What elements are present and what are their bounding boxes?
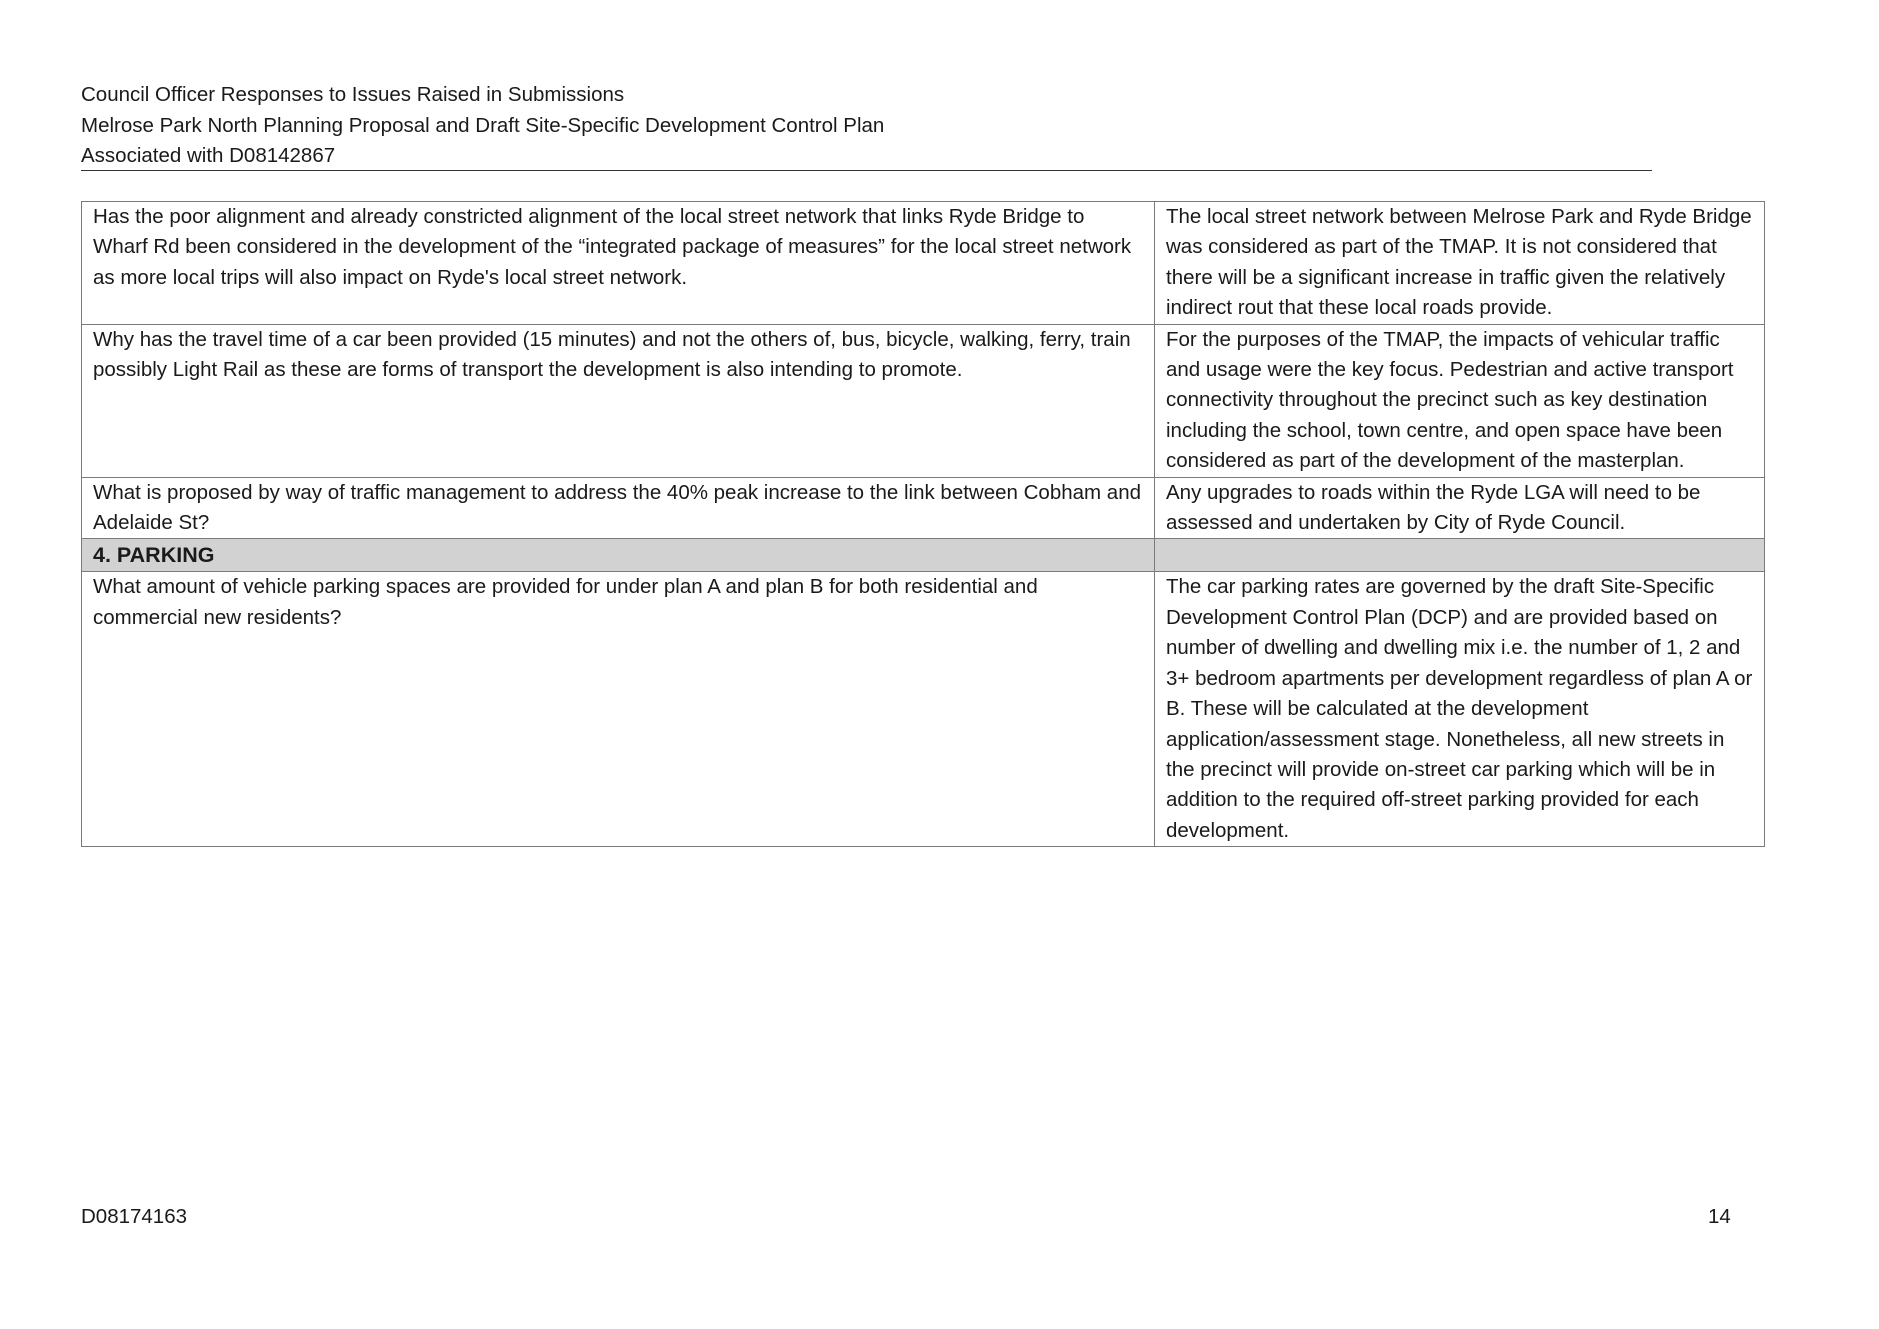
- table-row: [82, 477, 1765, 539]
- issue-cell: What amount of vehicle parking spaces are provided for under plan A and plan B for both residential and commercial new residents?: [82, 572, 1155, 847]
- table-row: [82, 324, 1765, 477]
- response-cell: The local street network between Melrose Park and Ryde Bridge was considered as part of the TMAP. It is not considered that there will be a significant increase in traffic given the relatively indirect rout that these local roads provide.: [1155, 202, 1765, 325]
- header-reference: Associated with D08142867: [81, 144, 336, 167]
- table-row: [82, 202, 1765, 325]
- footer-page-number: 14: [1708, 1205, 1731, 1228]
- page-header: [81, 80, 1651, 172]
- issue-cell: Why has the travel time of a car been provided (15 minutes) and not the others of, bus, bicycle, walking, ferry, train possibly Light Rail as these are forms of transport the development is also intending to promote.: [82, 324, 1155, 477]
- response-cell: Any upgrades to roads within the Ryde LGA will need to be assessed and undertaken by City of Ryde Council.: [1155, 477, 1765, 539]
- section-empty-cell: [1155, 539, 1765, 572]
- header-divider: [81, 170, 1652, 171]
- response-cell: The car parking rates are governed by the draft Site-Specific Development Control Plan (DCP) and are provided based on number of dwelling and dwelling mix i.e. the number of 1, 2 and 3+ bedroom apartments per development regardless of plan A or B. These will be calculated at the development application/assessment stage. Nonetheless, all new streets in the precinct will provide on-street car parking which will be in addition to the required off-street parking provided for each development.: [1155, 572, 1765, 847]
- header-title: Council Officer Responses to Issues Raised in Submissions: [81, 83, 625, 106]
- section-title: 4. PARKING: [82, 539, 1155, 572]
- section-header-row: [82, 539, 1765, 572]
- responses-table: [81, 201, 1765, 847]
- header-subtitle: Melrose Park North Planning Proposal and Draft Site-Specific Development Control Plan: [81, 113, 885, 137]
- response-cell: For the purposes of the TMAP, the impacts of vehicular traffic and usage were the key focus. Pedestrian and active transport connectivity throughout the precinct such as key destination including the school, town centre, and open space have been considered as part of the development of the masterplan.: [1155, 324, 1765, 477]
- issue-cell: Has the poor alignment and already constricted alignment of the local street network that links Ryde Bridge to Wharf Rd been considered in the development of the “integrated package of measures” for the local street network as more local trips will also impact on Ryde's local street network.: [82, 202, 1155, 325]
- issue-cell: What is proposed by way of traffic management to address the 40% peak increase to the link between Cobham and Adelaide St?: [82, 477, 1155, 539]
- footer-document-id: D08174163: [81, 1205, 188, 1228]
- table-row: [82, 572, 1765, 847]
